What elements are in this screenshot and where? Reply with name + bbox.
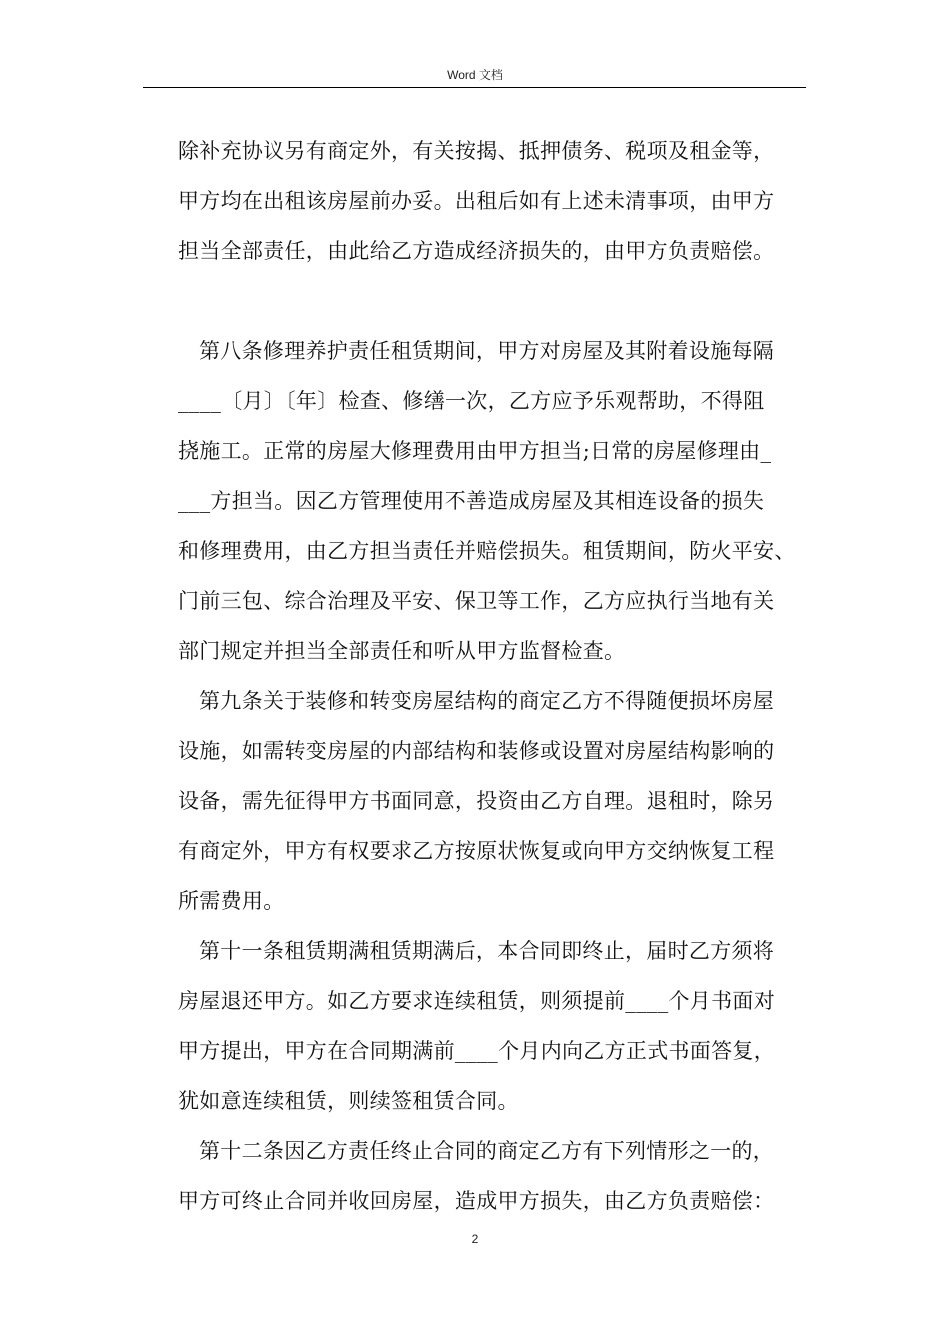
text-line: 甲方提出，甲方在合同期满前____个月内向乙方正式书面答复，	[178, 1039, 775, 1063]
page-number: 2	[471, 1232, 479, 1246]
article-11-heading-line: 第十一条租赁期满租赁期满后，本合同即终止，届时乙方须将	[199, 939, 775, 963]
document-body	[178, 126, 806, 1226]
text-line: 除补充协议另有商定外，有关按揭、抵押债务、税项及租金等，	[178, 139, 775, 163]
text-line: 设施，如需转变房屋的内部结构和装修或设置对房屋结构影响的	[178, 739, 775, 763]
text-line: ____〔月〕〔年〕检查、修缮一次，乙方应予乐观帮助，不得阻	[178, 389, 765, 413]
text-line: 门前三包、综合治理及平安、保卫等工作，乙方应执行当地有关	[178, 589, 775, 613]
text-line: ___方担当。因乙方管理使用不善造成房屋及其相连设备的损失	[178, 489, 765, 513]
text-line: 甲方可终止合同并收回房屋，造成甲方损失，由乙方负责赔偿：	[178, 1189, 775, 1213]
text-line: 担当全部责任，由此给乙方造成经济损失的，由甲方负责赔偿。	[178, 239, 775, 263]
paragraph-gap	[178, 276, 806, 326]
text-line: 和修理费用，由乙方担当责任并赔偿损失。租赁期间，防火平安、	[178, 539, 796, 563]
text-line: 所需费用。	[178, 889, 285, 913]
text-line: 设备，需先征得甲方书面同意，投资由乙方自理。退租时，除另	[178, 789, 775, 813]
text-line: 部门规定并担当全部责任和听从甲方监督检查。	[178, 639, 626, 663]
article-12-heading-line: 第十二条因乙方责任终止合同的商定乙方有下列情形之一的，	[199, 1139, 775, 1163]
header-rule	[143, 87, 806, 88]
text-line: 甲方均在出租该房屋前办妥。出租后如有上述未清事项，由甲方	[178, 189, 775, 213]
text-line: 有商定外，甲方有权要求乙方按原状恢复或向甲方交纳恢复工程	[178, 839, 775, 863]
text-line: 挠施工。正常的房屋大修理费用由甲方担当;日常的房屋修理由_	[178, 439, 772, 463]
article-9-heading-line: 第九条关于装修和转变房屋结构的商定乙方不得随便损坏房屋	[199, 689, 775, 713]
page-header: Word 文档	[447, 68, 503, 82]
text-line: 犹如意连续租赁，则续签租赁合同。	[178, 1089, 519, 1113]
article-8-heading-line: 第八条修理养护责任租赁期间，甲方对房屋及其附着设施每隔	[199, 339, 775, 363]
text-line: 房屋退还甲方。如乙方要求连续租赁，则须提前____个月书面对	[178, 989, 775, 1013]
